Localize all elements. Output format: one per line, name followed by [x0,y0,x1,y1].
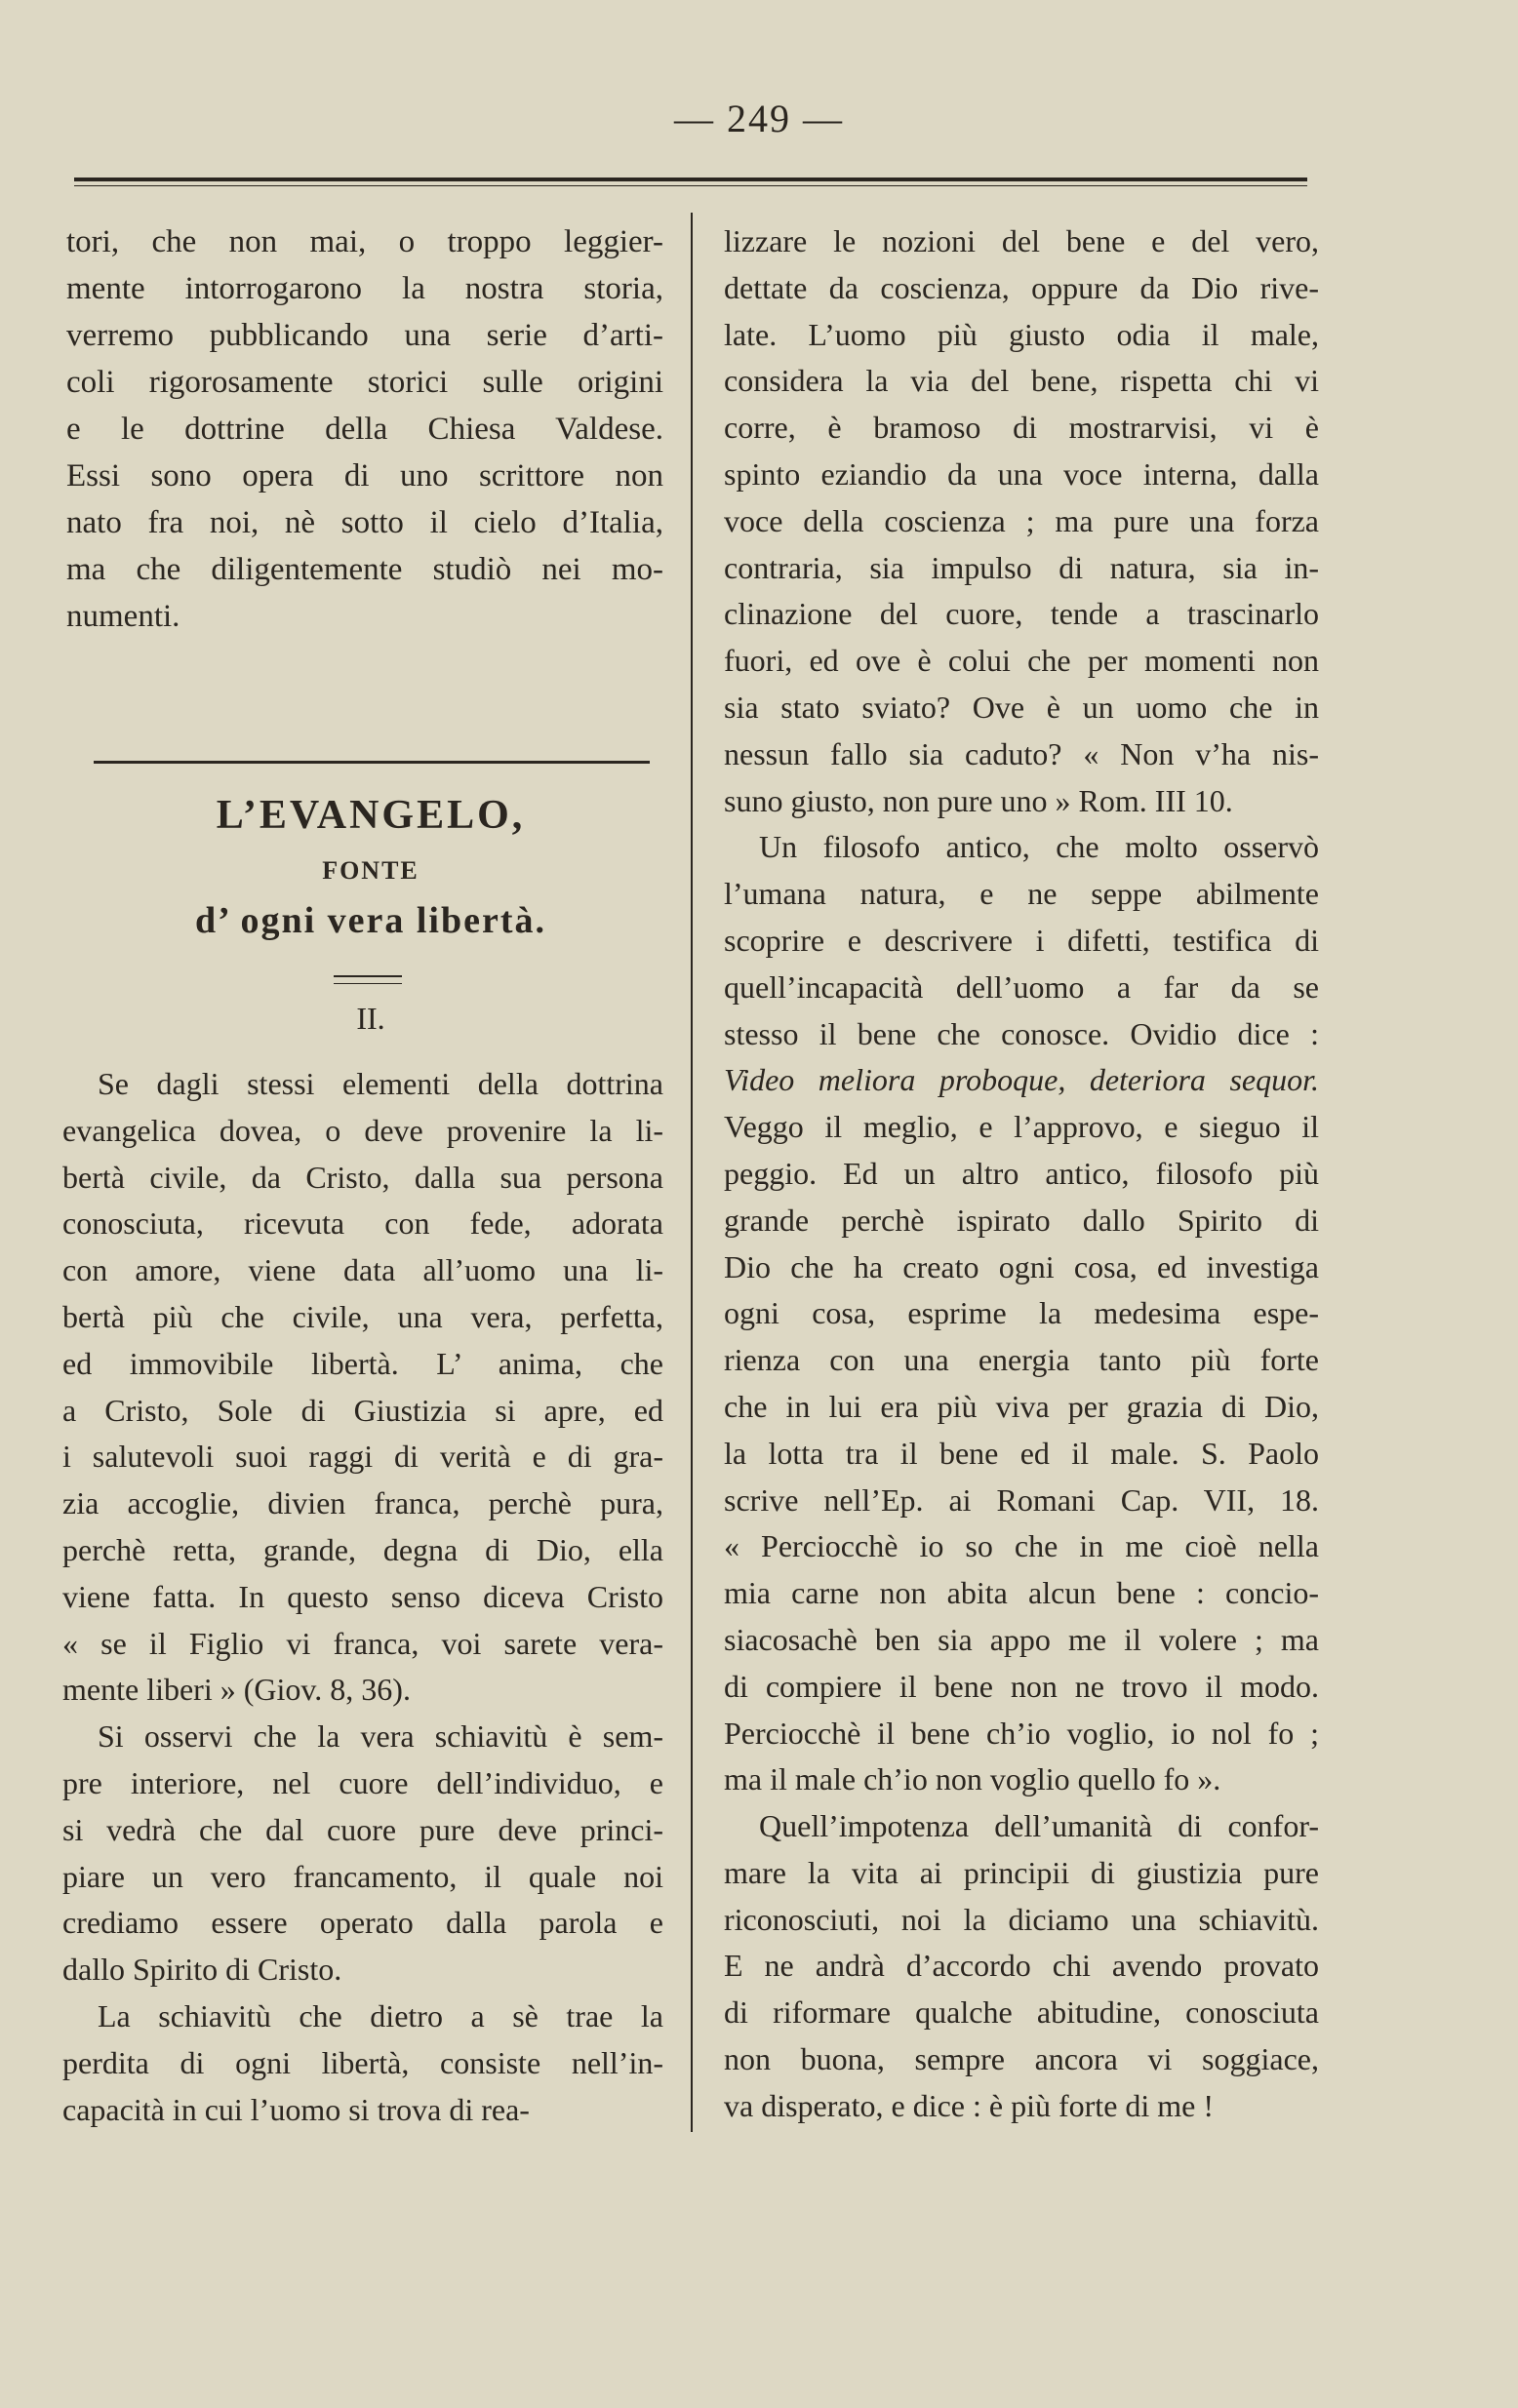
text-line: ed immovibile libertà. L’ anima, che [62,1345,663,1381]
left-column-body [62,1061,663,2133]
article-section-number: II. [356,1001,385,1036]
text-line: bertà civile, da Cristo, dalla sua persona [62,1159,663,1195]
text-line: mare la vita ai principii di giustizia pure [724,1854,1319,1890]
text-line: spinto eziandio da una voce interna, dalla [724,455,1319,492]
text-line: La schiavitù che dietro a sè trae la [98,1997,663,2033]
text-line: mente liberi » (Giov. 8, 36). [62,1672,411,1708]
text-line: non buona, sempre ancora vi soggiace, [724,2041,1319,2077]
text-line: la lotta tra il bene ed il male. S. Paolo [724,1435,1319,1471]
text-line: Video meliora proboque, deteriora sequor. [724,1062,1319,1098]
text-line: e le dottrine della Chiesa Valdese. [66,412,663,447]
text-line: nessun fallo sia caduto? « Non v’ha nis- [724,735,1319,771]
text-line: di compiere il bene non ne trovo il modo. [724,1668,1319,1704]
text-line: Quell’impotenza dell’umanità di confor- [759,1808,1319,1844]
text-line: verremo pubblicando una serie d’arti- [66,318,663,353]
text-line: sia stato sviato? Ove è un uomo che in [724,689,1319,725]
text-line: stesso il bene che conosce. Ovidio dice : [724,1015,1319,1051]
text-line: conosciuta, ricevuta con fede, adorata [62,1205,663,1242]
left-column-intro [66,218,663,640]
text-line: capacità in cui l’uomo si trova di rea- [62,2091,530,2127]
text-line: crediamo essere operato dalla parola e [62,1905,663,1941]
text-line: ma che diligentemente studiò nei mo- [66,552,663,587]
text-line: tori, che non mai, o troppo leggier- [66,224,663,259]
text-line: late. L’uomo più giusto odia il male, [724,316,1319,352]
text-line: scoprire e descrivere i difetti, testifica di [724,922,1319,958]
text-line: voce della coscienza ; ma pure una forza [724,502,1319,538]
text-line: Essi sono opera di uno scrittore non [66,458,663,493]
text-line: ma il male ch’io non voglio quello fo ». [724,1761,1221,1797]
text-line: bertà più che civile, una vera, perfetta, [62,1298,663,1334]
text-line: fuori, ed ove è colui che per momenti non [724,643,1319,679]
text-line: piare un vero francamento, il quale noi [62,1858,663,1894]
text-line: « se il Figlio vi franca, voi sarete vera- [62,1625,663,1661]
text-line: lizzare le nozioni del bene e del vero, [724,223,1319,258]
text-line: Perciocchè il bene ch’io voglio, io nol fo ; [724,1715,1319,1751]
text-line: « Perciocchè io so che in me cioè nella [724,1528,1319,1564]
header-rule [74,178,1307,181]
text-line: Un filosofo antico, che molto osservò [759,829,1319,865]
text-line: va disperato, e dice : è più forte di me ! [724,2087,1215,2123]
text-line: zia accoglie, divien franca, perchè pura, [62,1485,663,1521]
text-line: siacosachè ben sia appo me il volere ; ma [724,1621,1319,1657]
text-line: mia carne non abita alcun bene : concio- [724,1575,1319,1611]
column-divider [691,213,693,2132]
text-line: dallo Spirito di Cristo. [62,1952,342,1988]
text-line: Veggo il meglio, e l’approvo, e sieguo il [724,1109,1319,1145]
text-line: considera la via del bene, rispetta chi vi [724,363,1319,399]
text-line: clinazione del cuore, tende a trascinarlo [724,596,1319,632]
text-line: perchè retta, grande, degna di Dio, ella [62,1531,663,1567]
section-rule [94,761,650,764]
text-line: mente intorrogarono la nostra storia, [66,271,663,306]
small-double-rule [334,975,402,984]
text-line: contraria, sia impulso di natura, sia in- [724,549,1319,585]
text-line: che in lui era più viva per grazia di Dio, [724,1388,1319,1424]
text-line: a Cristo, Sole di Giustizia si apre, ed [62,1392,663,1428]
text-line: di riformare qualche abitudine, conosciuta [724,1994,1319,2031]
text-line: scrive nell’Ep. ai Romani Cap. VII, 18. [724,1481,1319,1518]
text-line: ogni cosa, esprime la medesima espe- [724,1295,1319,1331]
text-line: grande perchè ispirato dallo Spirito di [724,1202,1319,1238]
text-line: suno giusto, non pure uno » Rom. III 10. [724,782,1233,818]
text-line: Si osservi che la vera schiavitù è sem- [98,1718,663,1755]
right-column [724,218,1319,2130]
text-line: peggio. Ed un altro antico, filosofo più [724,1155,1319,1191]
text-line: perdita di ogni libertà, consiste nell’in- [62,2044,663,2080]
text-line: riconosciuti, noi la diciamo una schiavitù. [724,1901,1319,1937]
text-line: Dio che ha creato ogni cosa, ed investiga [724,1248,1319,1284]
article-fonte: FONTE [322,856,419,885]
text-line: Se dagli stessi elementi della dottrina [98,1066,663,1101]
text-line: pre interiore, nel cuore dell’individuo, e [62,1764,663,1800]
article-title: L’EVANGELO, [216,793,526,838]
text-line: corre, è bramoso di mostrarvisi, vi è [724,410,1319,446]
text-line: coli rigorosamente storici sulle origini [66,365,663,400]
text-line: E ne andrà d’accordo chi avendo provato [724,1948,1319,1984]
page-number: — 249 — [674,97,844,140]
text-line: quell’incapacità dell’uomo a far da se [724,968,1319,1005]
text-line: si vedrà che dal cuore pure deve princi- [62,1811,663,1847]
text-line: l’umana natura, e ne seppe abilmente [724,876,1319,912]
text-line: i salutevoli suoi raggi di verità e di gra- [62,1439,663,1475]
article-subtitle: d’ ogni vera libertà. [194,900,547,941]
header-rule-thin [74,185,1307,186]
text-line: con amore, viene data all’uomo una li- [62,1252,663,1288]
text-line: viene fatta. In questo senso diceva Cristo [62,1578,663,1614]
text-line: nato fra noi, nè sotto il cielo d’Italia, [66,505,663,540]
text-line: dettate da coscienza, oppure da Dio rive- [724,269,1319,305]
text-line: numenti. [66,599,180,634]
text-line: rienza con una energia tanto più forte [724,1342,1319,1378]
text-line: evangelica dovea, o deve provenire la li- [62,1112,663,1148]
